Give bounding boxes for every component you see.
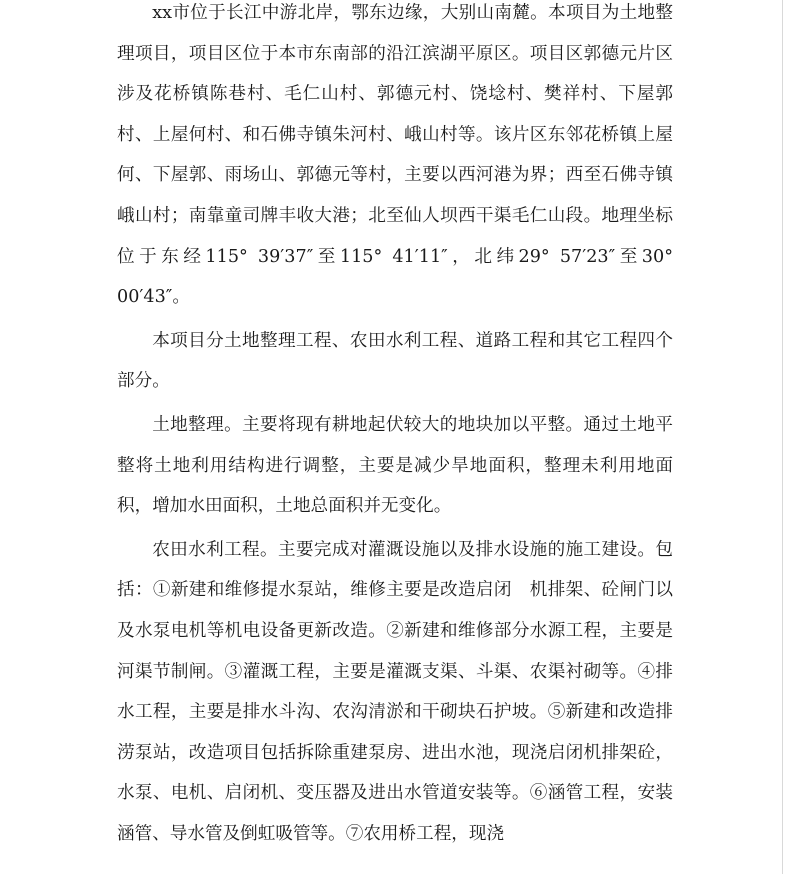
- paragraph-irrigation-works: 农田水利工程。主要完成对灌溉设施以及排水设施的施工建设。包括：①新建和维修提水泵站，维修主要是改造启闭 机排架、砼闸门以及水泵电机等机电设备更新改造。②新建和维修部分水源工程，主要是河渠节制闸。③灌溉工程，主要是灌溉支渠、斗渠、农渠衬砌等。④排水工程，主要是排水斗沟、农沟清淤和干砌块石护坡。⑤新建和改造排涝泵站，改造项目包括拆除重建泵房、进出水池，现浇启闭机排架砼，水泵、电机、启闭机、变压器及进出水管道安装等。⑥涵管工程，安装涵管、导水管及倒虹吸管等。⑦农用桥工程，现浇: [117, 539, 673, 844]
- document-body: [117, 0, 673, 854]
- paragraph-land-leveling: 土地整理。主要将现有耕地起伏较大的地块加以平整。通过土地平整将土地利用结构进行调整，主要是减少旱地面积，整理未利用地面积，增加水田面积，土地总面积并无变化。: [117, 414, 673, 517]
- paragraph-project-components: 本项目分土地整理工程、农田水利工程、道路工程和其它工程四个部分。: [117, 330, 673, 392]
- paragraph-project-location: xx市位于长江中游北岸，鄂东边缘，大别山南麓。本项目为土地整理项目，项目区位于本市东南部的沿江滨湖平原区。项目区郭德元片区涉及花桥镇陈巷村、毛仁山村、郭德元村、饶埝村、樊祥村、下屋郭村、上屋何村、和石佛寺镇朱河村、峨山村等。该片区东邻花桥镇上屋何、下屋郭、雨场山、郭德元等村，主要以西河港为界；西至石佛寺镇峨山村；南靠童司牌丰收大港；北至仙人坝西干渠毛仁山段。地理坐标位于东经115° 39′37″至115° 41′11″，北纬29° 57′23″至30° 00′43″。: [117, 3, 673, 308]
- page-edge-divider: [782, 0, 783, 874]
